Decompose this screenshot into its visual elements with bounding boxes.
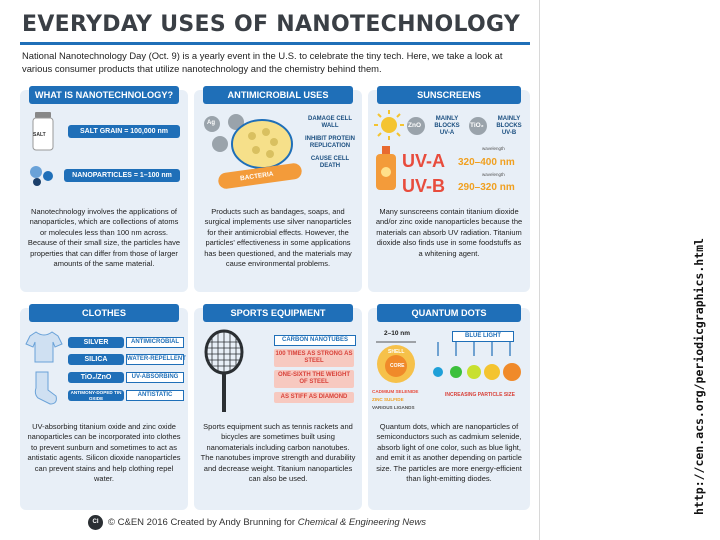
- panel-description: Quantum dots, which are nanoparticles of semiconductors such as cadmium selenide, absorb light of one color, such as blue light, and emit it as another depending on particle size. The particles are more energy-efficient than light-emitting diodes.: [376, 422, 522, 484]
- fact-strength: 100 TIMES AS STRONG AS STEEL: [274, 349, 354, 367]
- salt-grain-size: SALT GRAIN = 100,000 nm: [68, 125, 180, 138]
- footer-publication: Chemical & Engineering News: [297, 517, 427, 528]
- panel-description: Sports equipment such as tennis rackets and bicycles are sometimes built using nanomaterials including carbon nanotubes. The nanotubes improve strength and durability and decrease weight. Titanium nanoparticles can also be used.: [200, 422, 356, 484]
- clothes-use-water-repellent: WATER-REPELLENT: [126, 354, 184, 365]
- tio2-label: TiO₂: [470, 122, 484, 129]
- panel-clothes: [20, 308, 188, 510]
- panel-title: SUNSCREENS: [377, 86, 521, 104]
- material-cadmium-selenide: CADMIUM SELENIDE: [372, 389, 419, 394]
- material-zinc-sulfide: ZINC SULFIDE: [372, 397, 404, 402]
- effect-damage-cell-wall: DAMAGE CELL WALL: [308, 116, 352, 129]
- fact-weight: ONE-SIXTH THE WEIGHT OF STEEL: [274, 370, 354, 388]
- panel-sunscreens: [368, 90, 530, 292]
- clothes-use-uv-absorbing: UV-ABSORBING: [126, 372, 184, 383]
- zno-note: MAINLY BLOCKS UV-A: [434, 116, 460, 136]
- panel-description: Many sunscreens contain titanium dioxide and/or zinc oxide nanoparticles because the materials can absorb UV radiation. Titanium dioxide also finds use in some foodstuffs as a whitening agent.: [375, 207, 523, 258]
- nanoparticles-icon: [28, 164, 58, 188]
- blue-light-label: BLUE LIGHT: [452, 331, 514, 342]
- silver-label: Ag: [207, 120, 215, 126]
- uvb-wavelength-label: wavelength: [482, 172, 505, 177]
- panel-description: Products such as bandages, soaps, and surgical implements use silver nanoparticles for their antimicrobial effects. However, the particles' effectiveness in some applications has been questioned, and the materials may cause environmental problems.: [204, 207, 352, 269]
- uva-wavelength-label: wavelength: [482, 146, 505, 151]
- panel-antimicrobial: [194, 90, 362, 292]
- panel-description: UV-absorbing titanium oxide and zinc oxide nanoparticles can be incorporated into clothes to prevent sunburn and sometimes to act as antistatic agents. Silicon dioxide nanoparticles can prevent stains and help clothing repel water.: [27, 422, 181, 484]
- panel-title: QUANTUM DOTS: [377, 304, 521, 322]
- uvb-label: UV-B: [402, 176, 446, 196]
- uva-label: UV-A: [402, 151, 446, 171]
- infographic-poster: [8, 0, 540, 540]
- core-label: CORE: [390, 363, 405, 369]
- clothes-material-ato: ANTIMONY-DOPED TIN OXIDE: [68, 390, 124, 401]
- quantum-dot-colors: [432, 360, 526, 384]
- panel-title: SPORTS EQUIPMENT: [203, 304, 353, 322]
- clothes-material-tio2-zno: TiO₂/ZnO: [68, 372, 124, 383]
- tshirt-icon: [26, 330, 62, 364]
- creative-commons-icon: CI: [88, 515, 103, 530]
- intro-text: National Nanotechnology Day (Oct. 9) is a yearly event in the U.S. to celebrate the tiny tech. Here, we take a look at various consumer products that utilize nanotechnology and the chemistry behind them.: [22, 50, 503, 74]
- salt-label: SALT: [33, 132, 46, 138]
- side-url-link[interactable]: http://cen.acs.org/periodicgraphics.html: [692, 238, 706, 515]
- page-title: EVERYDAY USES OF NANOTECHNOLOGY: [22, 12, 521, 37]
- footer-copyright: © C&EN 2016 Created by Andy Brunning for: [108, 517, 298, 528]
- panel-sports-equipment: [194, 308, 362, 510]
- uvb-range: 290–320 nm: [458, 182, 515, 193]
- panel-what-is-nanotech: [20, 90, 188, 292]
- quantum-dot-shell-icon: [374, 340, 418, 384]
- tio2-note: MAINLY BLOCKS UV-B: [496, 116, 522, 136]
- title-rule: [20, 42, 530, 45]
- effect-inhibit-protein: INHIBIT PROTEIN REPLICATION: [304, 136, 355, 149]
- shell-label: SHELL: [388, 349, 405, 355]
- material-ligands: VARIOUS LIGANDS: [372, 405, 415, 410]
- panel-title: ANTIMICROBIAL USES: [203, 86, 353, 104]
- sock-icon: [30, 372, 58, 406]
- sunscreen-bottle-icon: [374, 146, 398, 192]
- clothes-material-silica: SILICA: [68, 354, 124, 365]
- zno-label: ZnO: [408, 122, 421, 129]
- panel-description: Nanotechnology involves the applications of nanoparticles, which are collections of atoms or molecules less than 100 nm across. Because of their small size, the particles have properties that can differ from those of larger amounts of the same material.: [27, 207, 181, 269]
- clothes-material-silver: SILVER: [68, 337, 124, 348]
- panel-title: CLOTHES: [29, 304, 179, 322]
- clothes-use-antistatic: ANTISTATIC: [126, 390, 184, 401]
- blue-light-rays: [432, 342, 524, 358]
- panel-title: WHAT IS NANOTECHNOLOGY?: [29, 86, 179, 104]
- fact-stiffness: AS STIFF AS DIAMOND: [274, 392, 354, 403]
- footer-credit: [108, 517, 426, 528]
- dot-size-label: 2–10 nm: [384, 330, 411, 337]
- nanoparticle-size: NANOPARTICLES = 1–100 nm: [64, 169, 180, 182]
- sun-icon: [374, 110, 404, 140]
- effect-cell-death: CAUSE CELL DEATH: [310, 156, 350, 169]
- clothes-use-antimicrobial: ANTIMICROBIAL: [126, 337, 184, 348]
- carbon-nanotubes-label: CARBON NANOTUBES: [274, 335, 356, 346]
- tennis-racket-icon: [202, 330, 246, 414]
- increasing-particle-size: INCREASING PARTICLE SIZE: [445, 392, 515, 398]
- uva-range: 320–400 nm: [458, 157, 515, 168]
- panel-quantum-dots: [368, 308, 530, 510]
- bacteria-label: BACTERIA: [239, 170, 274, 183]
